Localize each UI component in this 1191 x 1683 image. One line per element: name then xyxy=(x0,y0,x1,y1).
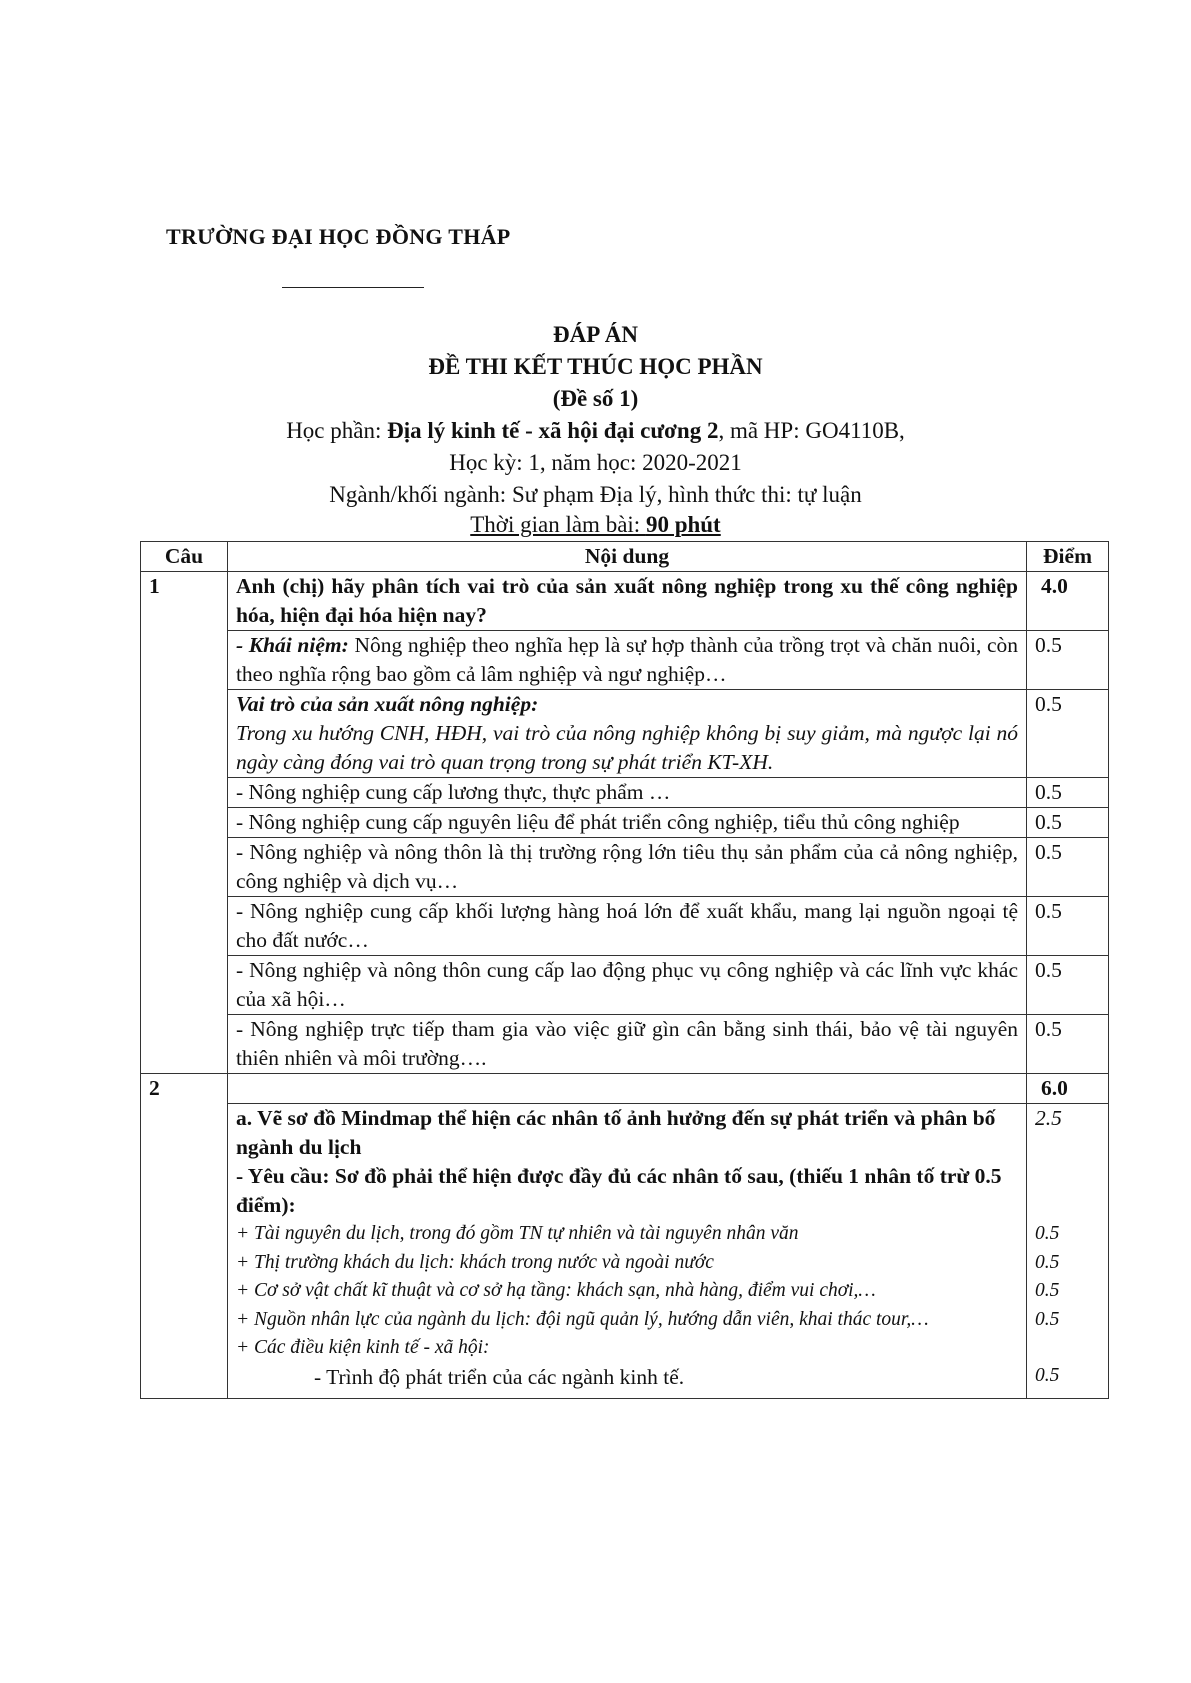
answer-item: - Nông nghiệp cung cấp nguyên liệu để phát triển công nghiệp, tiểu thủ công nghiệp xyxy=(227,808,1026,838)
answer-item: - Nông nghiệp và nông thôn là thị trường rộng lớn tiêu thụ sản phẩm của cả nông nghiệp, công nghiệp và dịch vụ… xyxy=(227,838,1026,897)
factor-item: + Cơ sở vật chất kĩ thuật và cơ sở hạ tầng: khách sạn, nhà hàng, điểm vui chơi,… xyxy=(235,1280,876,1301)
row-points: 0.5 xyxy=(1027,956,1109,1015)
question-total-points: 6.0 xyxy=(1027,1074,1109,1104)
sub-factor-item: - Trình độ phát triển của các ngành kinh tế. xyxy=(313,1364,685,1389)
exam-title: ĐỀ THI KẾT THÚC HỌC PHẦN xyxy=(428,354,763,379)
row-points: 0.5 xyxy=(1027,1015,1109,1074)
table-header-row xyxy=(141,542,1109,572)
factor-item: + Các điều kiện kinh tế - xã hội: xyxy=(235,1337,490,1358)
factor-points: 0.5 xyxy=(1035,1223,1060,1244)
answer-item: - Nông nghiệp cung cấp lương thực, thực phẩm … xyxy=(227,778,1026,808)
exam-number: (Đề số 1) xyxy=(552,386,639,411)
answer-item: - Nông nghiệp trực tiếp tham gia vào việc giữ gìn cân bằng sinh thái, bảo vệ tài nguyên thiên nhiên và môi trường…. xyxy=(227,1015,1026,1074)
row-points: 0.5 xyxy=(1027,808,1109,838)
school-underline xyxy=(282,287,424,288)
answer-title: ĐÁP ÁN xyxy=(553,322,638,347)
question-number: 2 xyxy=(141,1074,228,1399)
answer-item: - Nông nghiệp và nông thôn cung cấp lao động phục vụ công nghiệp và các lĩnh vực khác của xã hội… xyxy=(227,956,1026,1015)
header-question: Câu xyxy=(141,542,228,572)
table-row xyxy=(141,956,1109,1015)
role-text: Trong xu hướng CNH, HĐH, vai trò của nông nghiệp không bị suy giảm, mà ngược lại nó ngày càng đóng vai trò quan trọng trong sự phát triển KT-XH. xyxy=(235,721,1019,774)
row-points: 0.5 xyxy=(1027,838,1109,897)
spacer xyxy=(1035,1162,1100,1220)
concept-label: - Khái niệm: xyxy=(235,633,349,657)
factor-points: 0.5 xyxy=(1035,1251,1060,1273)
course-suffix: , mã HP: GO4110B, xyxy=(718,418,905,443)
part-a-points: 2.5 xyxy=(1035,1106,1062,1130)
major-line: Ngành/khối ngành: Sư phạm Địa lý, hình thức thi: tự luận xyxy=(329,482,862,507)
table-row xyxy=(141,631,1109,690)
part-a-cell xyxy=(227,1104,1026,1399)
table-row xyxy=(141,838,1109,897)
table-row xyxy=(141,897,1109,956)
time-label: Thời gian làm bài: xyxy=(470,512,646,537)
course-prefix: Học phần: xyxy=(286,418,388,443)
factor-points: 0.5 xyxy=(1035,1365,1060,1386)
part-a-title: a. Vẽ sơ đồ Mindmap thể hiện các nhân tố ảnh hưởng đến sự phát triển và phân bố ngành du lịch xyxy=(235,1106,996,1159)
table-row xyxy=(141,690,1109,778)
question-title: Anh (chị) hãy phân tích vai trò của sản xuất nông nghiệp trong xu thế công nghiệp hóa, hiện đại hóa hiện nay? xyxy=(227,572,1026,631)
semester-line: Học kỳ: 1, năm học: 2020-2021 xyxy=(449,450,742,475)
course-line xyxy=(0,418,1191,444)
time-value: 90 phút xyxy=(645,512,721,537)
row-points: 0.5 xyxy=(1027,897,1109,956)
answer-table xyxy=(140,541,1109,1399)
school-name: TRƯỜNG ĐẠI HỌC ĐỒNG THÁP xyxy=(166,224,511,249)
empty-cell xyxy=(227,1074,1026,1104)
header-content: Nội dung xyxy=(227,542,1026,572)
table-row xyxy=(141,1074,1109,1104)
course-name: Địa lý kinh tế - xã hội đại cương 2 xyxy=(387,418,719,443)
table-row xyxy=(141,778,1109,808)
table-row xyxy=(141,1015,1109,1074)
table-row xyxy=(141,1104,1109,1399)
question-total-points: 4.0 xyxy=(1027,572,1109,631)
factor-item: + Thị trường khách du lịch: khách trong nước và ngoài nước xyxy=(235,1251,714,1273)
time-line xyxy=(0,512,1191,538)
answer-item: - Nông nghiệp cung cấp khối lượng hàng hoá lớn để xuất khẩu, mang lại nguồn ngoại tệ cho đất nước… xyxy=(227,897,1026,956)
concept-cell xyxy=(227,631,1026,690)
requirement-text: - Yêu cầu: Sơ đồ phải thể hiện được đầy đủ các nhân tố sau, (thiếu 1 nhân tố trừ 0.5 điểm): xyxy=(235,1164,1002,1217)
factor-points: 0.5 xyxy=(1035,1280,1060,1301)
row-points: 0.5 xyxy=(1027,690,1109,778)
factor-points: 0.5 xyxy=(1035,1308,1060,1330)
row-points: 0.5 xyxy=(1027,778,1109,808)
role-cell xyxy=(227,690,1026,778)
table-row xyxy=(141,808,1109,838)
role-label: Vai trò của sản xuất nông nghiệp: xyxy=(235,692,539,716)
factor-item: + Tài nguyên du lịch, trong đó gồm TN tự nhiên và tài nguyên nhân văn xyxy=(235,1223,799,1244)
table-row xyxy=(141,572,1109,631)
header-points: Điểm xyxy=(1027,542,1109,572)
question-number: 1 xyxy=(141,572,228,1074)
factor-item: + Nguồn nhân lực của ngành du lịch: đội ngũ quản lý, hướng dẫn viên, khai thác tour,… xyxy=(235,1308,929,1330)
concept-text: Nông nghiệp theo nghĩa hẹp là sự hợp thành của trồng trọt và chăn nuôi, còn theo nghĩa rộng bao gồm cả lâm nghiệp và ngư nghiệp… xyxy=(235,633,1019,686)
row-points: 0.5 xyxy=(1027,631,1109,690)
part-a-points-cell xyxy=(1027,1104,1109,1399)
